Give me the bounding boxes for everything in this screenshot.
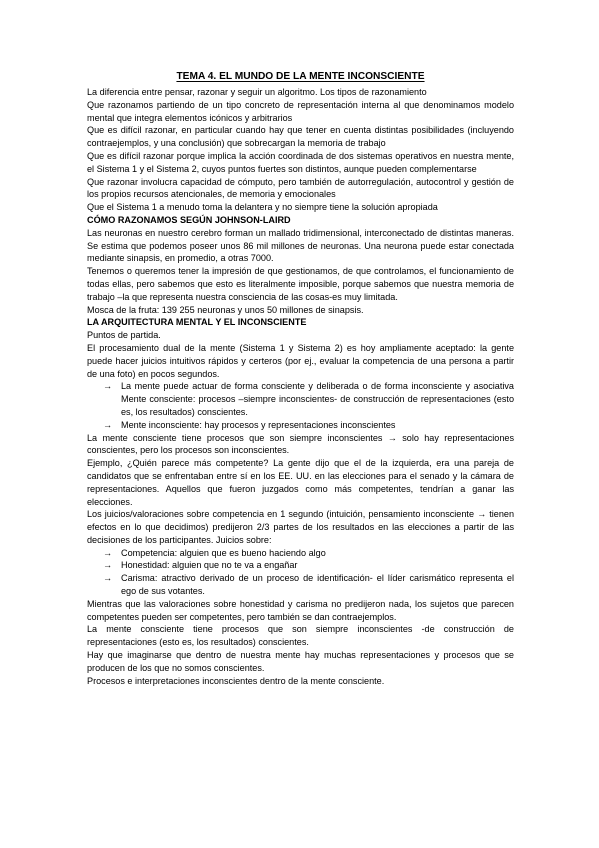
document-title: TEMA 4. EL MUNDO DE LA MENTE INCONSCIENTE (176, 71, 425, 82)
intro-line: Que el Sistema 1 a menudo toma la delantera y no siempre tiene la solución apropiada (87, 202, 438, 213)
intro-line: Que razonamos partiendo de un tipo concreto de representación interna al que denominamos modelo mental que integra elementos icónicos y arbitrarios (87, 99, 514, 123)
arrow-icon: → (103, 419, 113, 430)
intro-line: Que razonar involucra capacidad de cómputo, pero también de autorregulación, autocontrol y gestión de los propios recursos atencionales, de memoria y emocionales (87, 176, 514, 200)
paragraph: Los juicios/valoraciones sobre competencia en 1 segundo (intuición, pensamiento inconsciente → tienen efectos en lo que decidimos) predijeron 2/3 partes de los resultados en las elecciones a partir de las decisiones de los participantes. Juicios sobre: (87, 509, 514, 545)
bullet-item (87, 419, 514, 432)
section-heading-arquitectura: LA ARQUITECTURA MENTAL Y EL INCONSCIENTE (87, 317, 307, 328)
paragraph: Procesos e interpretaciones inconscientes dentro de la mente consciente. (87, 675, 385, 686)
arrow-icon: → (103, 547, 113, 558)
intro-line: Que es difícil razonar porque implica la acción coordinada de dos sistemas operativos en nuestra mente, el Sistema 1 y el Sistema 2, cuyos puntos fuertes son distintos, aunque pueden complementarse (87, 150, 514, 174)
arrow-icon: → (103, 573, 113, 584)
bullet-item (87, 380, 514, 418)
bullet-text: Honestidad: alguien que no te va a engañar (121, 560, 298, 571)
paragraph: Hay que imaginarse que dentro de nuestra mente hay muchas representaciones y procesos que se producen de los que no somos conscientes. (87, 650, 514, 673)
bullet-text: Carisma: atractivo derivado de un proceso de identificación- el líder carismático representa el ego de sus votantes. (121, 573, 514, 597)
intro-line: La diferencia entre pensar, razonar y seguir un algoritmo. Los tipos de razonamiento (87, 87, 427, 97)
bullet-item (87, 572, 514, 598)
paragraph: La mente consciente tiene procesos que son siempre inconscientes → solo hay representaciones conscientes, pero los procesos son inconscientes. (87, 432, 514, 456)
arrow-icon: → (103, 381, 113, 392)
intro-line: Que es difícil razonar, en particular cuando hay que tener en cuenta distintas posibilidades (incluyendo contraejemplos, y una conclusión) que sobrecargan la memoria de trabajo (87, 125, 514, 149)
arrow-icon: → (103, 560, 113, 571)
paragraph: Mientras que las valoraciones sobre honestidad y carisma no predijeron nada, los sujetos que parecen competentes pueden ser competentes, pero también se dan contraejemplos. (87, 598, 514, 622)
section-heading-johnson-laird: CÓMO RAZONAMOS SEGÚN JOHNSON-LAIRD (87, 214, 291, 225)
paragraph: Ejemplo, ¿Quién parece más competente? La gente dijo que el de la izquierda, era una pareja de candidatos que se enfrentaban entre sí en los EE. UU. en las elecciones para el senado y la cámara de representaciones. Aquellos que fueron juzgados como más competentes, tendrían a ganar las elecciones. (87, 458, 514, 507)
document-page (87, 70, 514, 687)
paragraph: Las neuronas en nuestro cerebro forman un mallado tridimensional, interconectado de distintas maneras. Se estima que podemos poseer unos 86 mil millones de neuronas. Una neurona puede estar conectada mediante sinapsis, en promedio, a otras 7000. (87, 227, 514, 264)
bullet-item (87, 547, 514, 560)
paragraph: La mente consciente tiene procesos que son siempre inconscientes -de construcción de representaciones (esto es, los resultados) conscientes. (87, 624, 514, 648)
bullet-text: Mente inconsciente: hay procesos y representaciones inconscientes (121, 419, 396, 430)
paragraph: Mosca de la fruta: 139 255 neuronas y unos 50 millones de sinapsis. (87, 304, 364, 315)
paragraph: El procesamiento dual de la mente (Sistema 1 y Sistema 2) es hoy ampliamente aceptado: la gente puede hacer juicios intuitivos rápidos y certeros (por ej., evaluar la competencia de una persona a partir de una foto) en pocos segundos. (87, 342, 514, 379)
bullet-text: La mente puede actuar de forma consciente y deliberada o de forma inconsciente y asociativa Mente consciente: procesos –siempre inconscientes- de construcción de representaciones (esto es, los resultados) conscientes. (121, 381, 514, 417)
bullet-text: Competencia: alguien que es bueno haciendo algo (121, 547, 326, 558)
paragraph: Tenemos o queremos tener la impresión de que gestionamos, de que controlamos, el funcionamiento de todas ellas, pero sabemos que esto es literalmente imposible, porque sabemos que nuestra memoria de trabajo –la que representa nuestra consciencia de las cosas-es muy limitada. (87, 266, 514, 302)
bullet-item (87, 559, 514, 572)
paragraph: Puntos de partida. (87, 330, 161, 341)
